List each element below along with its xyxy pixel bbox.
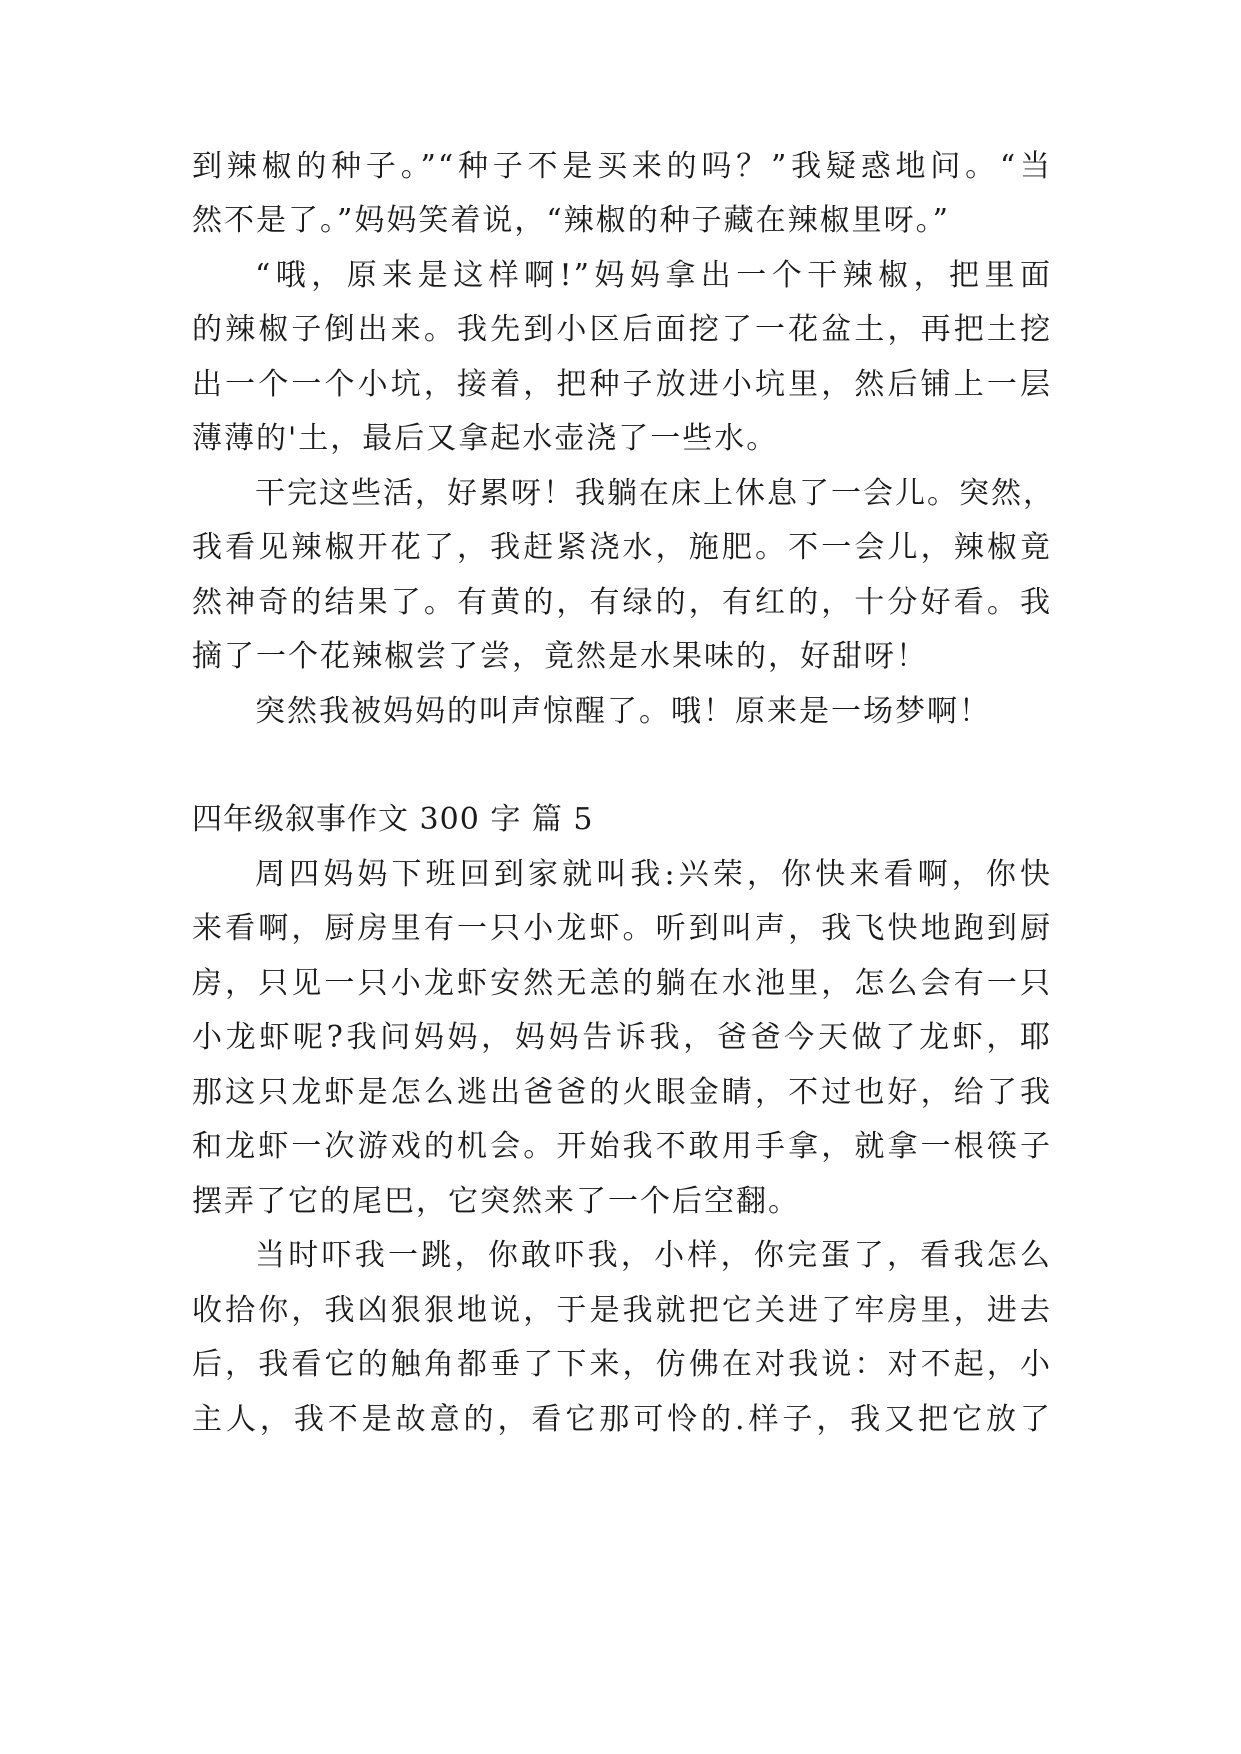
text-line: 小龙虾呢?我问妈妈，妈妈告诉我，爸爸今天做了龙虾，耶: [192, 1020, 1052, 1055]
text-line: 干完这些活，好累呀！我躺在床上休息了一会儿。突然，: [255, 476, 1055, 511]
text-line: 摘了一个花辣椒尝了尝，竟然是水果味的，好甜呀！: [192, 639, 928, 674]
text-line: 房，只见一只小龙虾安然无恙的躺在水池里，怎么会有一只: [192, 966, 1052, 1001]
section-heading: 四年级叙事作文 300 字 篇 5: [192, 802, 594, 837]
text-line: 后，我看它的触角都垂了下来，仿佛在对我说：对不起，小: [192, 1347, 1052, 1382]
text-line: 和龙虾一次游戏的机会。开始我不敢用手拿，就拿一根筷子: [192, 1129, 1052, 1164]
text-line: “哦，原来是这样啊!”妈妈拿出一个干辣椒，把里面: [255, 258, 1052, 293]
text-line: 当时吓我一跳，你敢吓我，小样，你完蛋了，看我怎么: [255, 1238, 1052, 1273]
text-line: 出一个一个小坑，接着，把种子放进小坑里，然后铺上一层: [192, 367, 1052, 402]
text-line: 主人，我不是故意的，看它那可怜的.样子，我又把它放了: [192, 1402, 1052, 1437]
text-line: 摆弄了它的尾巴，它突然来了一个后空翻。: [192, 1184, 800, 1219]
text-line: 来看啊，厨房里有一只小龙虾。听到叫声，我飞快地跑到厨: [192, 911, 1052, 946]
text-line: 然神奇的结果了。有黄的，有绿的，有红的，十分好看。我: [192, 585, 1052, 620]
text-line: 周四妈妈下班回到家就叫我:兴荣，你快来看啊，你快: [255, 857, 1052, 892]
text-line: 那这只龙虾是怎么逃出爸爸的火眼金睛，不过也好，给了我: [192, 1075, 1052, 1110]
text-line: 的辣椒子倒出来。我先到小区后面挖了一花盆土，再把土挖: [192, 312, 1052, 347]
text-line: 薄薄的'土，最后又拿起水壶浇了一些水。: [192, 421, 779, 456]
text-line: 突然我被妈妈的叫声惊醒了。哦！原来是一场梦啊！: [255, 694, 991, 729]
text-line: 我看见辣椒开花了，我赶紧浇水，施肥。不一会儿，辣椒竟: [192, 530, 1052, 565]
text-line: 然不是了。”妈妈笑着说，“辣椒的种子藏在辣椒里呀。”: [192, 203, 951, 238]
text-line: 收拾你，我凶狠狠地说，于是我就把它关进了牢房里，进去: [192, 1293, 1052, 1328]
text-line: 到辣椒的种子。”“种子不是买来的吗？”我疑惑地问。“当: [192, 149, 1052, 184]
